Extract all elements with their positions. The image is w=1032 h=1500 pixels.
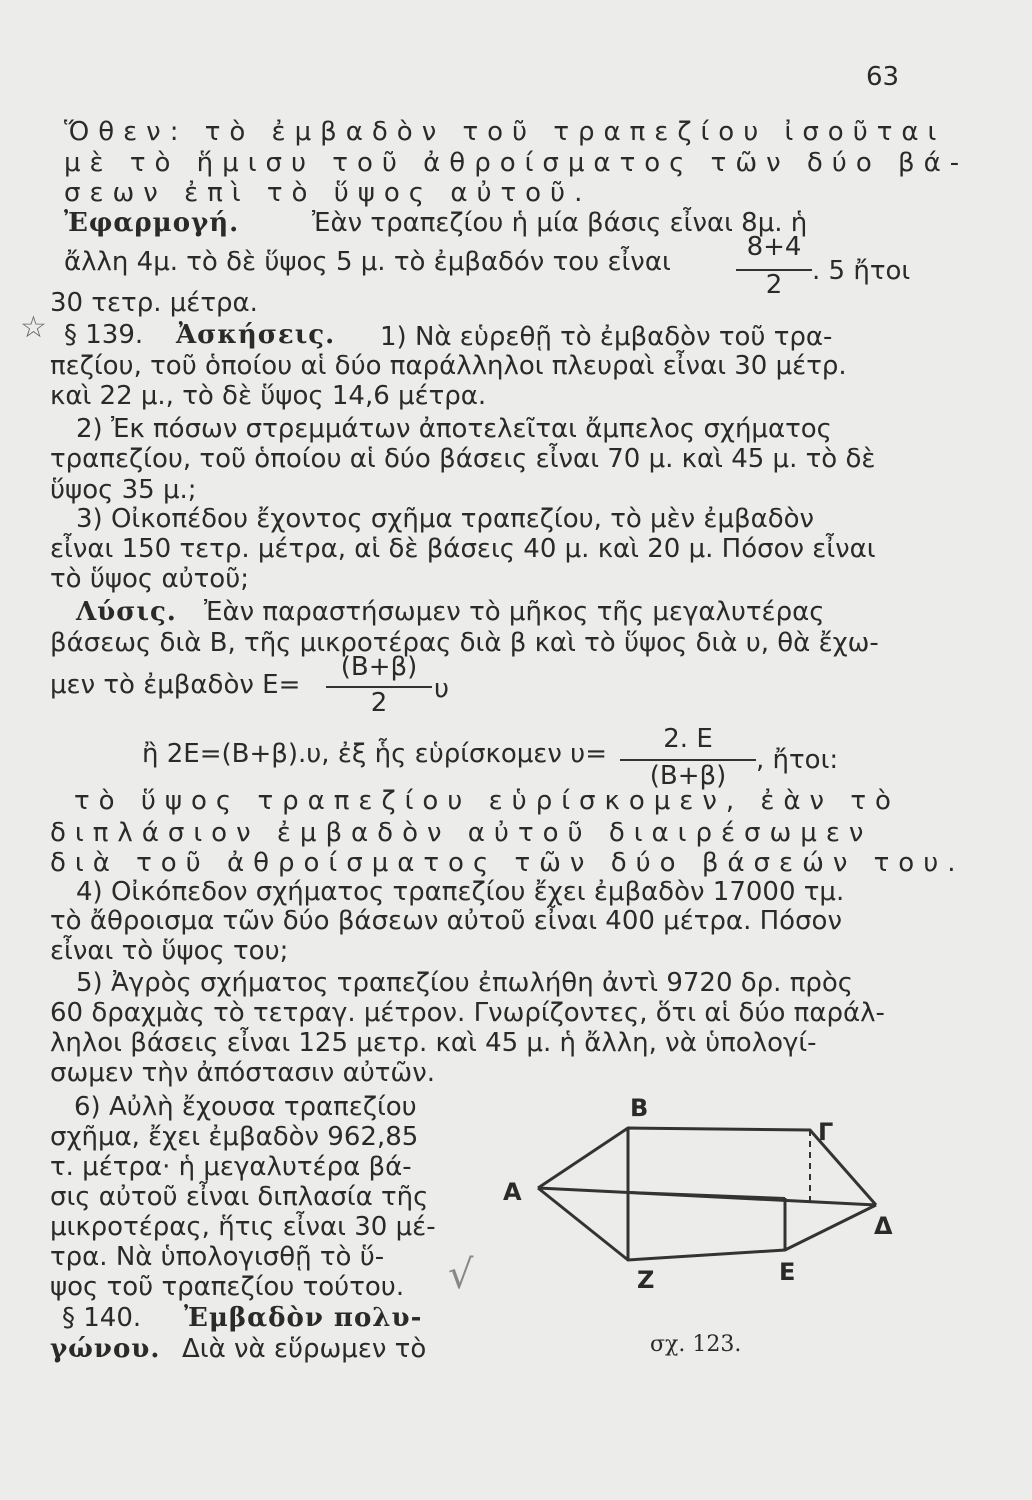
- figure-caption: σχ. 123.: [650, 1332, 742, 1357]
- figure-label-B: Β: [630, 1094, 649, 1122]
- figure-label-Z: Ζ: [637, 1266, 655, 1294]
- text-line: Ἐὰν παραστήσωμεν τὸ μῆκος τῆς μεγαλυτέρας: [204, 597, 825, 627]
- figure-label-D: Δ: [874, 1212, 893, 1240]
- text-line: τραπεζίου, τοῦ ὁποίου αἱ δύο βάσεις εἶναι 70 μ. καὶ 45 μ. τὸ δὲ: [50, 444, 876, 474]
- text-line: Ὅθεν: τὸ ἐμβαδὸν τοῦ τραπεζίου ἰσοῦται: [64, 117, 946, 147]
- text-line: ὕψος 35 μ.;: [50, 475, 197, 505]
- fraction-denominator: 2: [765, 270, 783, 300]
- figure-label-G: Γ: [818, 1118, 834, 1146]
- heading-solution: Λύσις.: [76, 597, 177, 627]
- text-line: ἢ 2Ε=(Β+β).υ, ἐξ ἧς εὑρίσκομεν υ=: [142, 739, 607, 769]
- text-line: σεων ἐπὶ τὸ ὕψος αὐτοῦ.: [64, 178, 592, 208]
- text-line: 1) Νὰ εὑρεθῇ τὸ ἐμβαδὸν τοῦ τρα-: [380, 322, 833, 352]
- star-mark-icon: ☆: [20, 310, 47, 345]
- text-line: μὲ τὸ ἥμισυ τοῦ ἀθροίσματος τῶν δύο βά-: [64, 148, 969, 178]
- text-line: τὸ ὕψος αὐτοῦ;: [50, 564, 249, 594]
- figure-diagonal-AD: [538, 1188, 876, 1205]
- fraction-denominator: 2: [370, 688, 388, 718]
- trapezoid-figure: [480, 1080, 940, 1340]
- text-line: τ. μέτρα· ἡ μεγαλυτέρα βά-: [50, 1152, 412, 1182]
- text-line: 3) Οἰκοπέδου ἔχοντος σχῆμα τραπεζίου, τὸ μὲν ἐμβαδὸν: [76, 504, 815, 534]
- text-line: εἶναι 150 τετρ. μέτρα, αἱ δὲ βάσεις 40 μ. καὶ 20 μ. Πόσον εἶναι: [50, 534, 876, 564]
- text-line: σχῆμα, ἔχει ἐμβαδὸν 962,85: [50, 1122, 419, 1152]
- figure-label-A: Α: [503, 1178, 522, 1206]
- heading-polygon-area-cont: γώνου.: [50, 1334, 161, 1364]
- text-line: καὶ 22 μ., τὸ δὲ ὕψος 14,6 μέτρα.: [50, 381, 487, 411]
- fraction-numerator: (Β+β): [340, 652, 418, 682]
- text-line: μεν τὸ ἐμβαδὸν Ε=: [50, 670, 301, 700]
- section-number: § 140.: [62, 1303, 142, 1333]
- text-line: μικροτέρας, ἥτις εἶναι 30 μέ-: [50, 1212, 436, 1242]
- text-line: 4) Οἰκόπεδον σχήματος τραπεζίου ἔχει ἐμβαδὸν 17000 τμ.: [76, 877, 845, 907]
- figure-lower-outline: [538, 1188, 876, 1260]
- section-number: § 139.: [64, 320, 144, 350]
- page-number: 63: [866, 62, 900, 92]
- text-line: ληλοι βάσεις εἶναι 125 μετρ. καὶ 45 μ. ἡ ἄλλη, νὰ ὑπολογί-: [50, 1028, 817, 1058]
- text-line: . 5 ἤτοι: [812, 256, 911, 286]
- check-mark-icon: √: [448, 1252, 474, 1298]
- text-line: υ: [434, 674, 450, 704]
- text-line: διὰ τοῦ ἀθροίσματος τῶν δύο βάσεών του.: [50, 848, 965, 878]
- figure-label-E: Ε: [779, 1258, 796, 1286]
- text-line: σις αὐτοῦ εἶναι διπλασία τῆς: [50, 1182, 429, 1212]
- text-line: ἄλλη 4μ. τὸ δὲ ὕψος 5 μ. τὸ ἐμβαδόν του εἶναι: [64, 247, 671, 277]
- text-line: ψος τοῦ τραπεζίου τούτου.: [50, 1272, 405, 1302]
- text-line: τὸ ἄθροισμα τῶν δύο βάσεων αὐτοῦ εἶναι 400 μέτρα. Πόσον: [50, 906, 842, 936]
- text-line: 6) Αὐλὴ ἔχουσα τραπεζίου: [74, 1092, 417, 1122]
- text-line: εἶναι τὸ ὕψος του;: [50, 936, 289, 966]
- heading-exercises: Ἀσκήσεις.: [176, 320, 336, 350]
- text-line: Ἐὰν τραπεζίου ἡ μία βάσις εἶναι 8μ. ἡ: [312, 208, 808, 238]
- fraction-denominator: (Β+β): [649, 761, 727, 791]
- text-line: διπλάσιον ἐμβαδὸν αὐτοῦ διαιρέσωμεν: [50, 818, 873, 848]
- text-line: τὸ ὕψος τραπεζίου εὑρίσκομεν, ἐὰν τὸ: [74, 786, 900, 816]
- text-line: σωμεν τὴν ἀπόστασιν αὐτῶν.: [50, 1058, 435, 1088]
- text-line: Διὰ νὰ εὕρωμεν τὸ: [182, 1334, 427, 1364]
- fraction-numerator: 2. Ε: [663, 724, 713, 754]
- text-line: 5) Ἀγρὸς σχήματος τραπεζίου ἐπωλήθη ἀντὶ 9720 δρ. πρὸς: [76, 968, 854, 998]
- heading-application: Ἐφαρμογή.: [64, 208, 240, 238]
- text-line: 60 δραχμὰς τὸ τετραγ. μέτρον. Γνωρίζοντες, ὅτι αἱ δύο παράλ-: [50, 998, 885, 1028]
- text-line: 2) Ἐκ πόσων στρεμμάτων ἀποτελεῖται ἄμπελος σχήματος: [76, 414, 832, 444]
- text-line: πεζίου, τοῦ ὁποίου αἱ δύο παράλληλοι πλευραὶ εἶναι 30 μέτρ.: [50, 351, 847, 381]
- heading-polygon-area: Ἐμβαδὸν πολυ-: [184, 1303, 423, 1333]
- text-line: βάσεως διὰ Β, τῆς μικροτέρας διὰ β καὶ τὸ ὕψος διὰ υ, θὰ ἔχω-: [50, 628, 879, 658]
- fraction-numerator: 8+4: [746, 232, 802, 262]
- text-line: , ἤτοι:: [756, 745, 839, 775]
- text-line: 30 τετρ. μέτρα.: [50, 288, 258, 318]
- text-line: τρα. Νὰ ὑπολογισθῇ τὸ ὕ-: [50, 1242, 385, 1272]
